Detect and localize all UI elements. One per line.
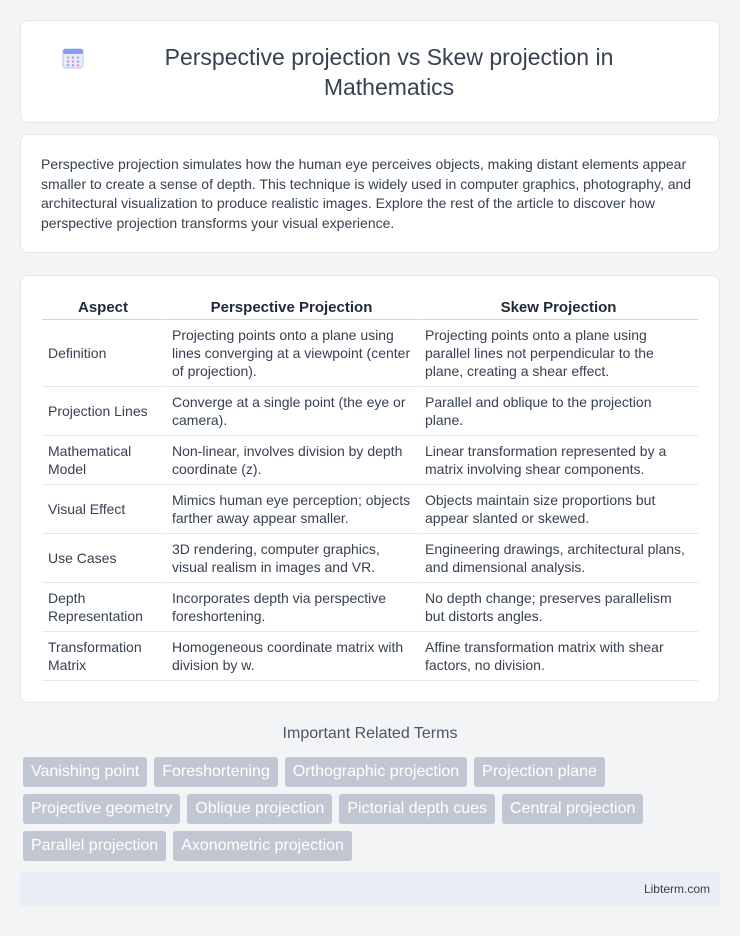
term-tag[interactable]: Projective geometry bbox=[23, 794, 180, 824]
title-row bbox=[61, 42, 679, 102]
row-aspect: Transformation Matrix bbox=[42, 632, 166, 681]
row-perspective: Non-linear, involves division by depth coordinate (z). bbox=[166, 436, 419, 485]
header-aspect: Aspect bbox=[42, 296, 166, 320]
table-row bbox=[42, 485, 698, 534]
term-tag[interactable]: Oblique projection bbox=[187, 794, 332, 824]
related-terms-list bbox=[20, 757, 720, 861]
term-tag[interactable]: Parallel projection bbox=[23, 831, 166, 861]
term-tag[interactable]: Axonometric projection bbox=[173, 831, 352, 861]
row-aspect: Definition bbox=[42, 320, 166, 387]
table-row bbox=[42, 534, 698, 583]
row-skew: Engineering drawings, architectural plans, and dimensional analysis. bbox=[419, 534, 698, 583]
intro-card bbox=[20, 134, 720, 253]
row-aspect: Visual Effect bbox=[42, 485, 166, 534]
row-skew: Parallel and oblique to the projection plane. bbox=[419, 387, 698, 436]
row-perspective: 3D rendering, computer graphics, visual realism in images and VR. bbox=[166, 534, 419, 583]
footer-site-link[interactable]: Libterm.com bbox=[643, 882, 710, 896]
row-perspective: Projecting points onto a plane using lines converging at a viewpoint (center of projection). bbox=[166, 320, 419, 387]
title-card bbox=[20, 20, 720, 123]
comparison-card bbox=[20, 275, 720, 703]
row-skew: Objects maintain size proportions but appear slanted or skewed. bbox=[419, 485, 698, 534]
row-aspect: Depth Representation bbox=[42, 583, 166, 632]
row-aspect: Projection Lines bbox=[42, 387, 166, 436]
term-tag[interactable]: Orthographic projection bbox=[285, 757, 467, 787]
related-terms-heading: Important Related Terms bbox=[282, 725, 458, 742]
row-skew: Projecting points onto a plane using parallel lines not perpendicular to the plane, creating a shear effect. bbox=[419, 320, 698, 387]
table-row bbox=[42, 320, 698, 387]
related-terms-section bbox=[20, 725, 720, 861]
row-skew: Linear transformation represented by a matrix involving shear components. bbox=[419, 436, 698, 485]
header-perspective: Perspective Projection bbox=[166, 296, 419, 320]
table-row bbox=[42, 436, 698, 485]
term-tag[interactable]: Central projection bbox=[502, 794, 643, 824]
table-row bbox=[42, 583, 698, 632]
footer bbox=[20, 872, 720, 906]
term-tag[interactable]: Projection plane bbox=[474, 757, 605, 787]
table-header-row bbox=[42, 296, 698, 320]
row-perspective: Mimics human eye perception; objects farther away appear smaller. bbox=[166, 485, 419, 534]
table-row bbox=[42, 387, 698, 436]
row-aspect: Mathematical Model bbox=[42, 436, 166, 485]
row-skew: No depth change; preserves parallelism but distorts angles. bbox=[419, 583, 698, 632]
term-tag[interactable]: Vanishing point bbox=[23, 757, 147, 787]
term-tag[interactable]: Pictorial depth cues bbox=[339, 794, 495, 824]
row-perspective: Homogeneous coordinate matrix with division by w. bbox=[166, 632, 419, 681]
row-perspective: Converge at a single point (the eye or camera). bbox=[166, 387, 419, 436]
row-aspect: Use Cases bbox=[42, 534, 166, 583]
intro-paragraph: Perspective projection simulates how the human eye perceives objects, making distant elements appear smaller to create a sense of depth. This technique is widely used in computer graphics, photography, and architectural visualization to produce realistic images. Explore the rest of the article to discover how perspective projection transforms your visual experience. bbox=[41, 156, 692, 231]
row-perspective: Incorporates depth via perspective foreshortening. bbox=[166, 583, 419, 632]
header-skew: Skew Projection bbox=[419, 296, 698, 320]
comparison-table bbox=[42, 296, 698, 681]
term-tag[interactable]: Foreshortening bbox=[154, 757, 278, 787]
page-title: Perspective projection vs Skew projection in Mathematics bbox=[164, 43, 614, 100]
row-skew: Affine transformation matrix with shear factors, no division. bbox=[419, 632, 698, 681]
table-row bbox=[42, 632, 698, 681]
calendar-grid-icon bbox=[61, 46, 85, 70]
